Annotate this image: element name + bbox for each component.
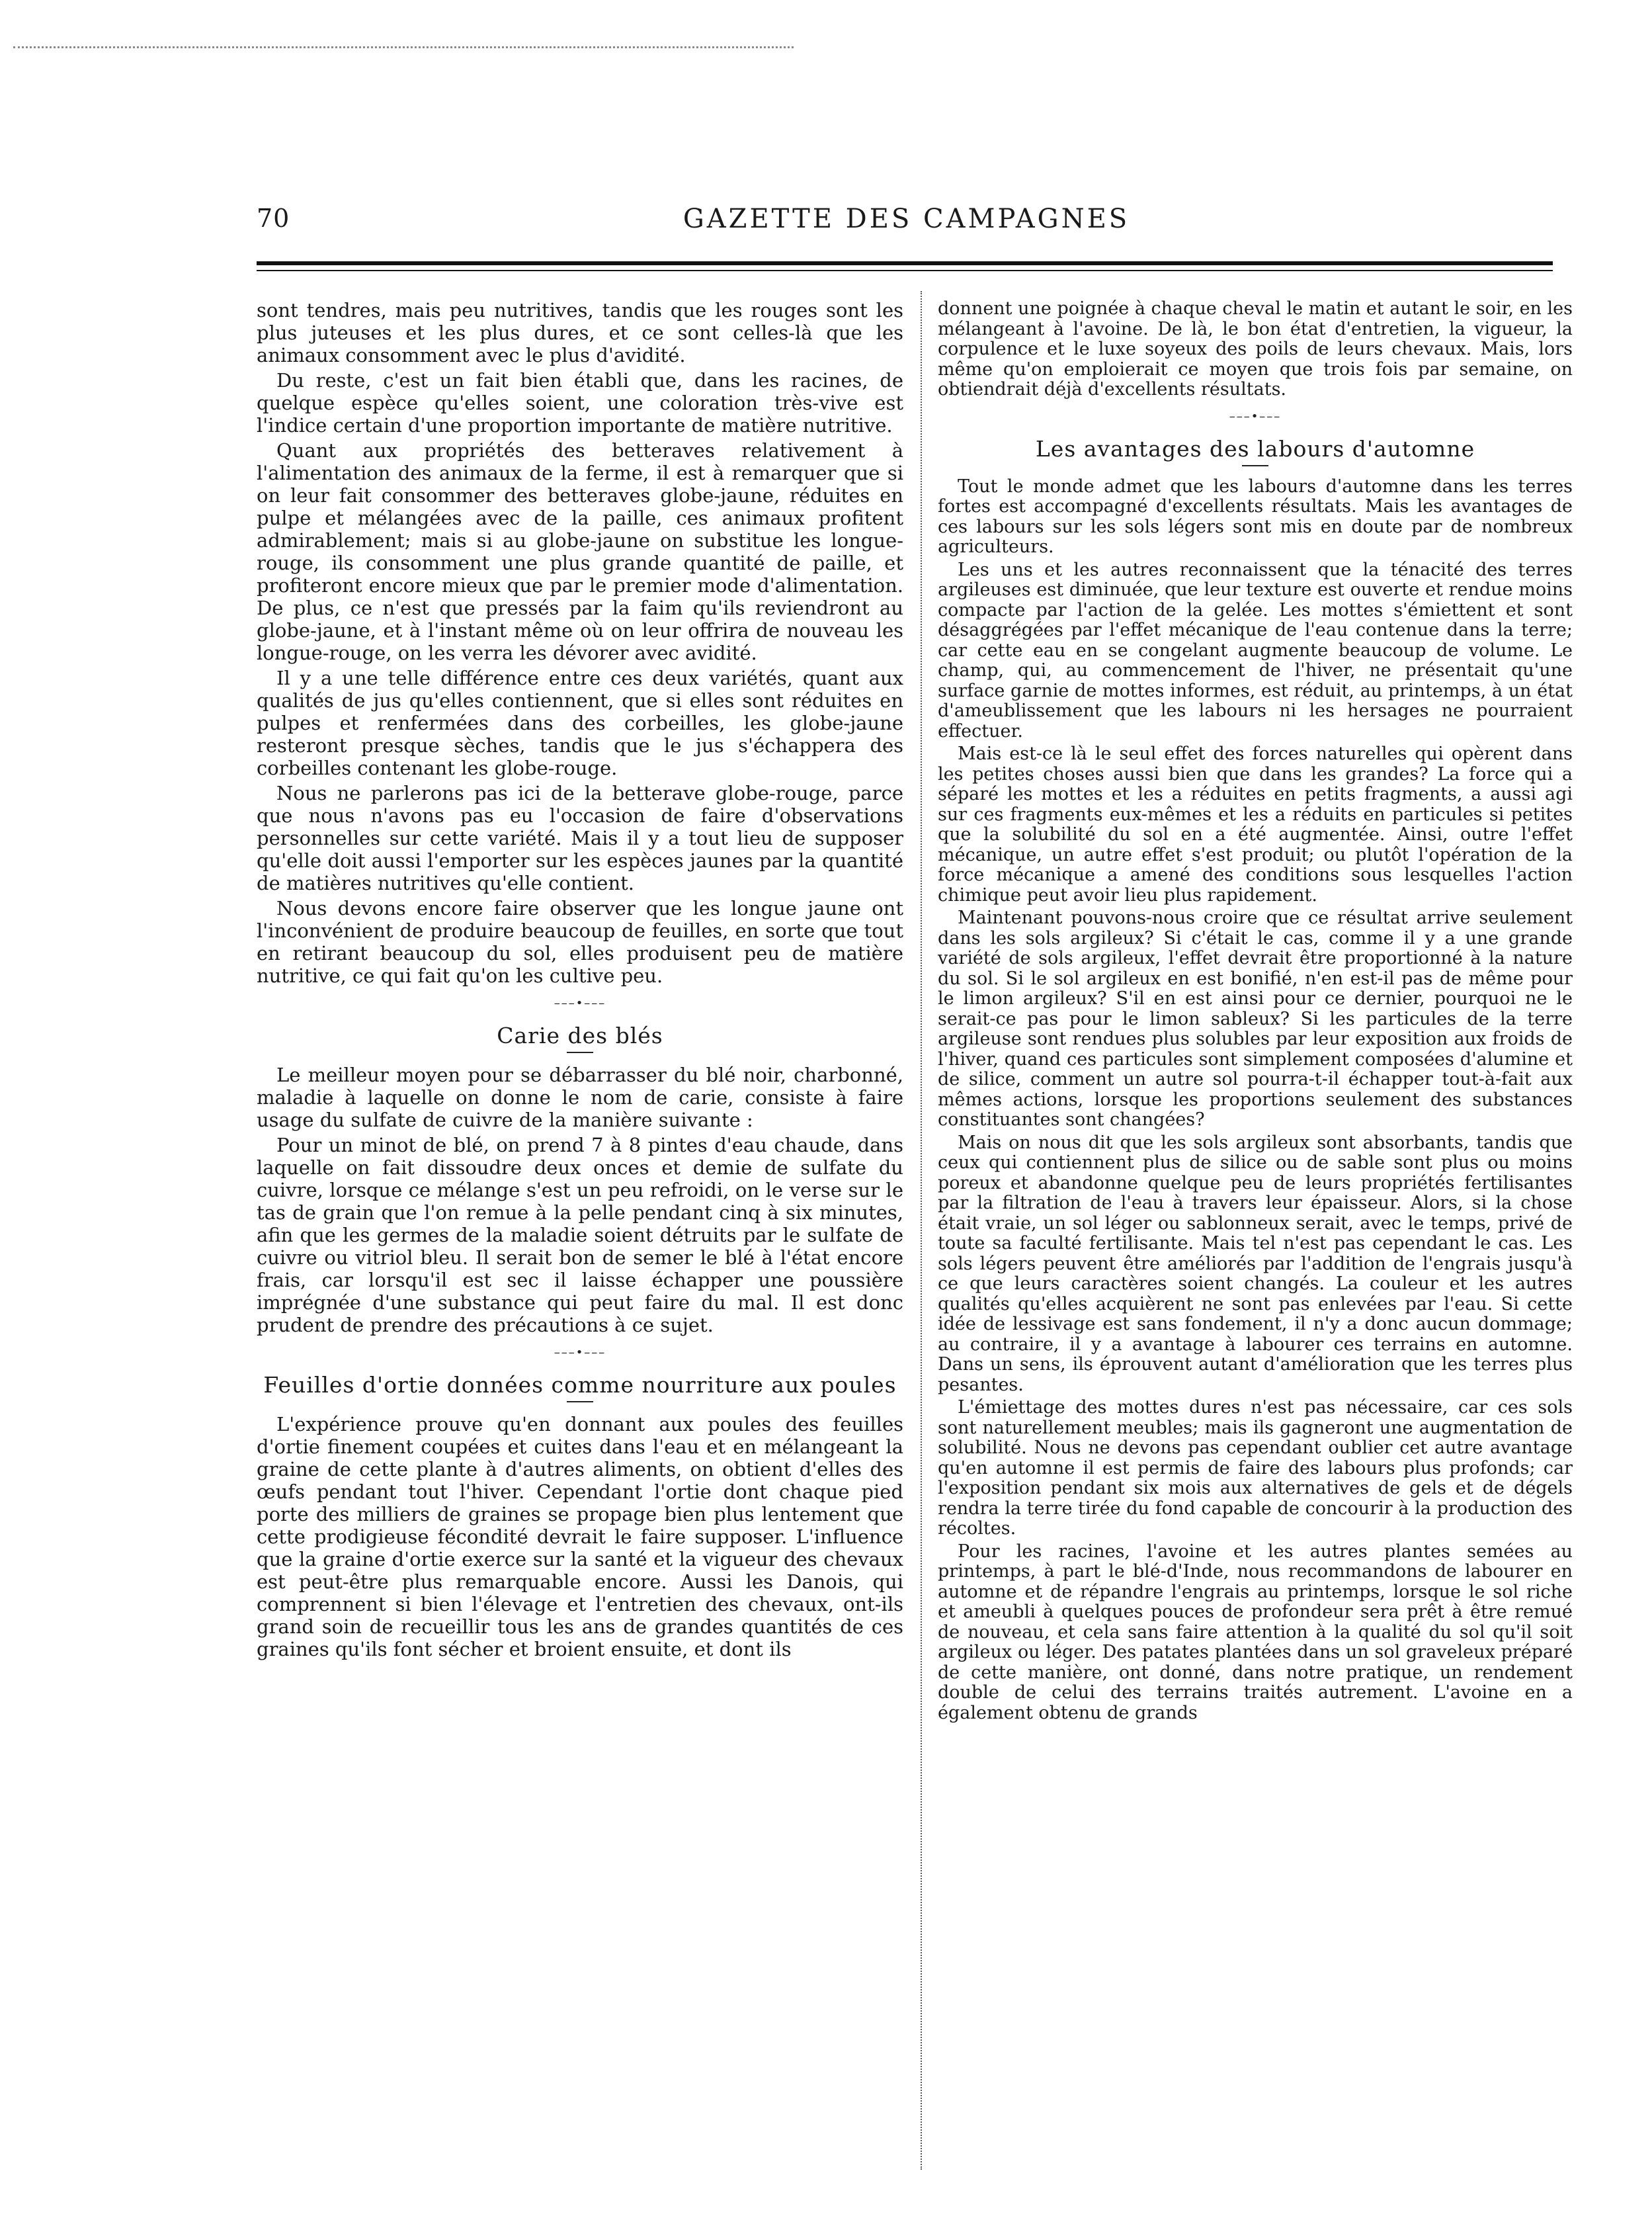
betterave-paragraph: Il y a une telle différence entre ces deux variétés, quant aux qualités de jus qu'elles contiennent, que si elles sont réduites en pulpes et renfermées dans des corbeilles, les globe-jaune resteront presque sèches, tandis que le jus s'échappera des corbeilles contenant les globe-rouge. (257, 667, 903, 779)
section-separator: –––•––– (554, 996, 606, 1010)
right-column (938, 299, 1573, 1726)
betterave-paragraph: Nous devons encore faire observer que les longue jaune ont l'inconvénient de produire beaucoup de feuilles, en sorte que tout en retirant beaucoup du sol, elles produisent peu de matière nutritive, ce qui fait qu'on les cultive peu. (257, 897, 903, 987)
section-separator: –––•––– (554, 1345, 606, 1359)
title-underline (567, 1401, 593, 1402)
betterave-paragraph: sont tendres, mais peu nutritives, tandis que les rouges sont les plus juteuses et les plus dures, et ce sont celles-là que les animaux consomment avec le plus d'avidité. (257, 299, 903, 366)
section-separator: –––•––– (1229, 409, 1282, 423)
labours-paragraph: L'émiettage des mottes dures n'est pas nécessaire, car ces sols sont naturellement meubles; mais ils gagneront une augmentation de solubilité. Nous ne devons pas cependant oublier cet autre avantage qu'en automne il est permis de faire des labours plus profonds; car l'exposition pendant six mois aux alternatives de gels et de dégels rendra la terre tirée du fond capable de concourir à la production des récoltes. (938, 1397, 1573, 1539)
article-title-labours: Les avantages des labours d'automne (1035, 435, 1475, 462)
labours-paragraph: Mais est-ce là le seul effet des forces naturelles qui opèrent dans les petites choses aussi bien que dans les grandes? La force qui a séparé les mottes et les a réduites en petits fragments, a aussi agi sur ces fragments eux-mêmes et les a réduits en particules si petites que la solubilité du sol en a été augmentée. Ainsi, outre l'effet mécanique, un autre effet s'est produit; ou plutôt l'opération de la force mécanique a amené des conditions sous lesquelles l'action chimique peut avoir lieu plus rapidement. (938, 744, 1573, 906)
header-double-rule (257, 261, 1553, 271)
running-title: GAZETTE DES CAMPAGNES (682, 204, 1130, 234)
labours-paragraph: Pour les racines, l'avoine et les autres plantes semées au printemps, à part le blé-d'Inde, nous recommandons de labourer en automne et de répandre l'engrais au printemps, lorsque le sol riche et ameubli à quelques pouces de profondeur sera prêt à être remué de nouveau, et cela sans faire attention à la qualité du sol qu'il soit argileux ou léger. Des patates plantées dans un sol graveleux préparé de cette manière, ont donné, dans notre pratique, un rendement double de celui des terrains traités autrement. L'avoine en a également obtenu de grands (938, 1541, 1573, 1723)
article-title-ortie: Feuilles d'ortie données comme nourriture aux poules (263, 1372, 897, 1398)
ortie-continuation: donnent une poignée à chaque cheval le matin et autant le soir, en les mélangeant à l'avoine. De là, le bon état d'entretien, la vigueur, la corpulence et le luxe soyeux des poils de leurs chevaux. Mais, lors même qu'on emploierait ce moyen que trois fois par semaine, on obtiendrait déjà d'excellents résultats. (938, 298, 1573, 400)
title-underline (1242, 465, 1268, 466)
betterave-paragraph: Du reste, c'est un fait bien établi que, dans les racines, de quelque espèce qu'elles soient, une coloration très-vive est l'indice certain d'une proportion importante de matière nutritive. (257, 369, 903, 437)
labours-paragraph: Mais on nous dit que les sols argileux sont absorbants, tandis que ceux qui contiennent plus de silice ou de sable sont plus ou moins poreux et abandonne quelque peu de leurs propriétés fertilisantes par la filtration de l'eau à travers leur épaisseur. Alors, si la chose était vraie, un sol léger ou sablonneux serait, avec le temps, privé de toute sa faculté fertilisante. Mais tel n'est pas cependant le cas. Les sols légers peuvent être améliorés par l'addition de l'engrais jusqu'à ce que leurs caractères soient changés. La couleur et les autres qualités qu'elles acquièrent ne sont pas enlevées par l'eau. Si cette idée de lessivage est sans fondement, il n'y a donc aucun dommage; au contraire, il y a avantage à labourer ces terrains en automne. Dans un sens, ils éprouvent autant d'amélioration que les terres plus pesantes. (938, 1132, 1573, 1395)
page-header (257, 198, 1556, 238)
carie-paragraph: Le meilleur moyen pour se débarrasser du blé noir, charbonné, maladie à laquelle on donne le nom de carie, consiste à faire usage du sulfate de cuivre de la manière suivante : (257, 1064, 903, 1131)
betterave-paragraph: Nous ne parlerons pas ici de la betterave globe-rouge, parce que nous n'avons pas eu l'occasion de faire d'observations personnelles sur cette variété. Mais il y a tout lieu de supposer qu'elle doit aussi l'emporter sur les espèces jaunes par la quantité de matières nutritives qu'elle contient. (257, 782, 903, 894)
labours-paragraph: Tout le monde admet que les labours d'automne dans les terres fortes est accompagné d'excellents résultats. Mais les avantages de ces labours sur les sols légers sont mis en doute par de nombreux agriculteurs. (938, 476, 1573, 557)
labours-paragraph: Les uns et les autres reconnaissent que la ténacité des terres argileuses est diminuée, que leur texture est ouverte et rendue moins compacte par l'action de la gelée. Les mottes s'émiettent et sont désaggrégées par l'effet mécanique de l'eau contenue dans la terre; car cette eau en se congelant augmente beaucoup de volume. Le champ, qui, au commencement de l'hiver, ne présentait qu'une surface garnie de mottes informes, est réduit, au printemps, à un état d'ameublissement que les labours ni les hersages ne pourraient effectuer. (938, 559, 1573, 742)
left-column (257, 299, 903, 1663)
article-title-carie: Carie des blés (497, 1023, 663, 1048)
page-number: 70 (257, 204, 290, 233)
header-rule-thick (257, 261, 1553, 265)
betterave-paragraph: Quant aux propriétés des betteraves relativement à l'alimentation des animaux de la ferme, il est à remarquer que si on leur fait consommer des betteraves globe-jaune, réduites en pulpe et mélangées avec de la paille, ces animaux profitent admirablement; mais si au globe-jaune on substitue les longue-rouge, ils consomment une plus grande quantité de paille, et profiteront encore mieux que par le premier mode d'alimentation. De plus, ce n'est que pressés par la faim qu'ils reviendront au globe-jaune, et à l'instant même où on leur offrira de nouveau les longue-rouge, on les verra les dévorer avec avidité. (257, 439, 903, 664)
header-rule-thin (257, 270, 1553, 271)
carie-paragraph: Pour un minot de blé, on prend 7 à 8 pintes d'eau chaude, dans laquelle on fait dissoudre deux onces et demie de sulfate du cuivre, lorsque ce mélange s'est un peu refroidi, on le verse sur le tas de grain que l'on remue à la pelle pendant cinq à six minutes, afin que les germes de la maladie soient détruits par le sulfate de cuivre ou vitriol bleu. Il serait bon de semer le blé à l'état encore frais, car lorsqu'il est sec il laisse échapper une poussière imprégnée d'une substance qui peut faire du mal. Il est donc prudent de prendre des précautions à ce sujet. (257, 1134, 903, 1336)
ortie-paragraph: L'expérience prouve qu'en donnant aux poules des feuilles d'ortie finement coupées et cuites dans l'eau et en mélangeant la graine de cette plante à d'autres aliments, on obtient d'elles des œufs pendant tout l'hiver. Cependant l'ortie dont chaque pied porte des milliers de graines se propage bien plus lentement que cette prodigieuse fécondité devrait le faire supposer. L'influence que la graine d'ortie exerce sur la santé et la vigueur des chevaux est peut-être plus remarquable encore. Aussi les Danois, qui comprennent si bien l'élevage et l'entretien des chevaux, ont-ils grand soin de recueillir tous les ans de grandes quantités de ces graines qu'ils font sécher et broient ensuite, et dont ils (257, 1413, 903, 1660)
scan-edge-marks (13, 46, 794, 51)
title-underline (567, 1052, 593, 1053)
labours-paragraph: Maintenant pouvons-nous croire que ce résultat arrive seulement dans les sols argileux? Si c'était le cas, comme il y a une grande variété de sols argileux, l'effet devrait être proportionné à la nature du sol. Si le sol argileux en est bonifié, n'en est-il pas de même pour le limon argileux? S'il en est ainsi pour ce dernier, pourquoi ne le serait-ce pas pour le limon sableux? Si les particules de la terre argileuse sont rendues plus solubles par leur exposition aux froids de l'hiver, quand ces particules sont simplement composées d'alumine et de silice, comment un autre sol pourra-t-il échapper tout-à-fait aux mêmes actions, lorsque les proportions seulement des substances constituantes sont changées? (938, 908, 1573, 1130)
column-divider (921, 291, 922, 2170)
